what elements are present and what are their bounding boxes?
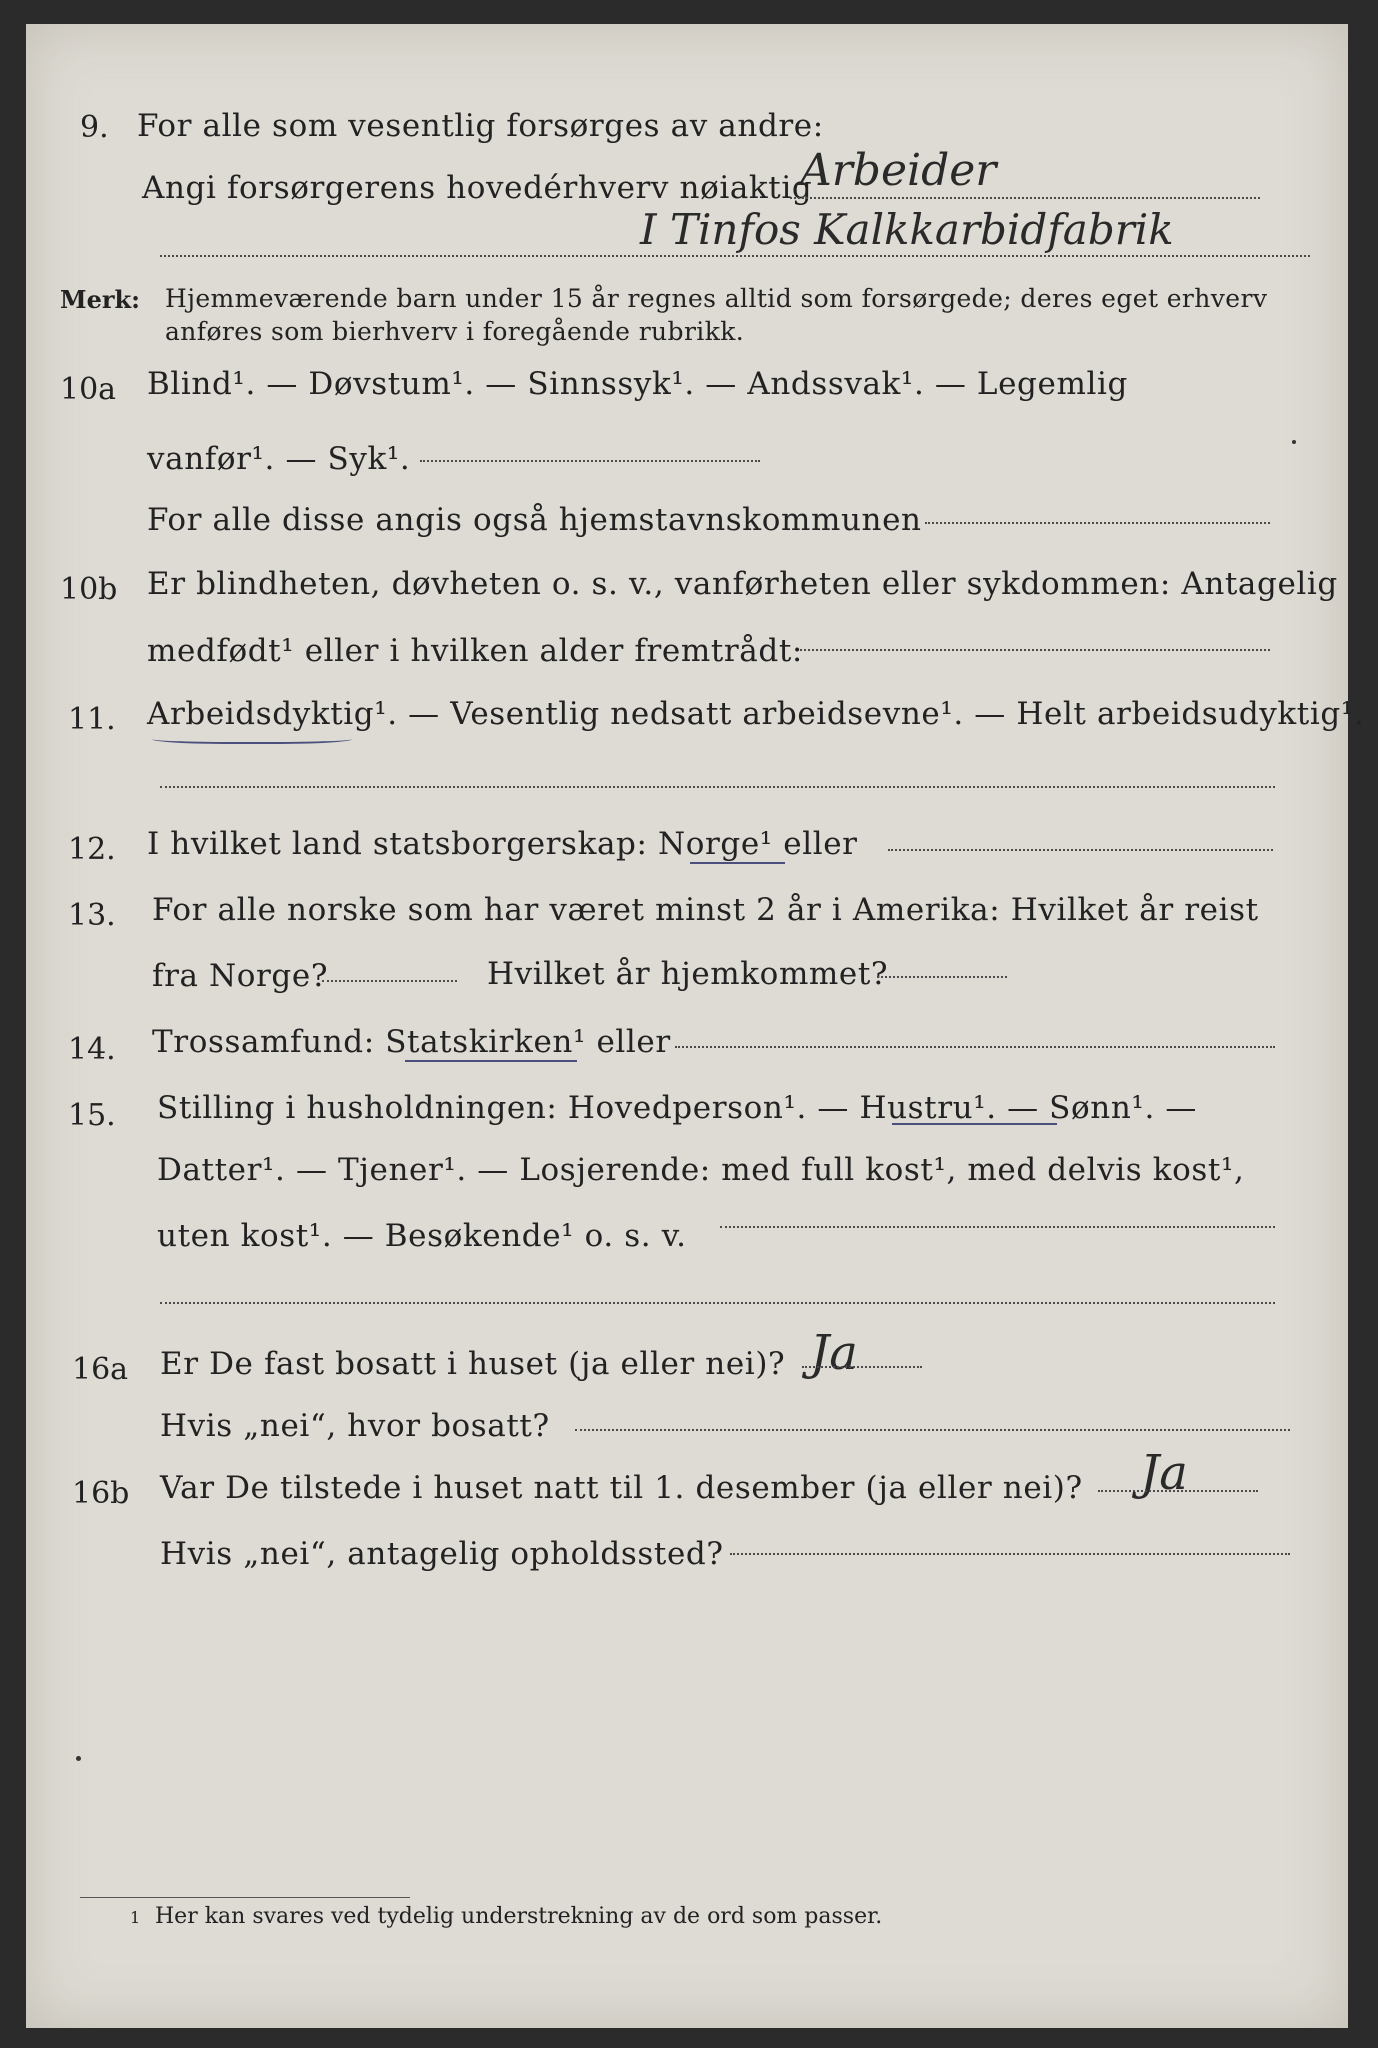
q10a-line-3: For alle disse angis også hjemstavnskommunen bbox=[147, 502, 922, 538]
q16a-line-1: Er De fast bosatt i huset (ja eller nei)? bbox=[160, 1346, 786, 1382]
merk-line-2: anføres som bierhverv i foregående rubrikk. bbox=[165, 317, 745, 346]
q12-text: I hvilket land statsborgerskap: Norge¹ eller bbox=[147, 826, 858, 862]
q12-answer-line bbox=[888, 849, 1273, 851]
q13-line-2b: Hvilket år hjemkommet? bbox=[487, 956, 889, 992]
q16b-line-1: Var De tilstede i huset natt til 1. desember (ja eller nei)? bbox=[160, 1470, 1083, 1506]
q11-answer-line bbox=[160, 786, 1275, 788]
q10b-line-1: Er blindheten, døvheten o. s. v., vanførheten eller sykdommen: Antagelig bbox=[147, 566, 1338, 602]
q14-answer-line bbox=[675, 1046, 1275, 1048]
q10b-line-2: medfødt¹ eller i hvilken alder fremtrådt: bbox=[147, 633, 803, 669]
q16b-number: 16b bbox=[72, 1476, 130, 1511]
q16b-line-2: Hvis „nei“, antagelig opholdssted? bbox=[160, 1536, 724, 1572]
q9-answer-handwritten: Arbeider bbox=[800, 145, 997, 196]
q11-number: 11. bbox=[68, 702, 116, 737]
q9-label: Angi forsørgerens hovedérhverv nøiaktig bbox=[142, 170, 813, 206]
q13-line-2a: fra Norge? bbox=[152, 958, 329, 994]
q9-answer-line bbox=[790, 197, 1260, 199]
q11-underline-arbeidsdyktig bbox=[152, 732, 352, 744]
q16a-answer-handwritten: Ja bbox=[810, 1325, 858, 1381]
q15-answer-line bbox=[720, 1226, 1275, 1228]
q10a-hjemstavn-line bbox=[925, 522, 1270, 524]
ink-speck bbox=[76, 1756, 81, 1761]
q15-answer-line-2 bbox=[160, 1302, 1275, 1304]
q12-underline-norge bbox=[690, 862, 785, 864]
q10b-number: 10b bbox=[60, 572, 118, 607]
merk-label: Merk: bbox=[60, 285, 140, 314]
q15-underline-hustru bbox=[892, 1123, 1057, 1125]
q14-text: Trossamfund: Statskirken¹ eller bbox=[152, 1024, 671, 1060]
q14-underline-statskirken bbox=[405, 1060, 577, 1062]
q10a-number: 10a bbox=[60, 372, 117, 407]
footnote-rule bbox=[80, 1897, 410, 1898]
q13-reist-line bbox=[322, 980, 457, 982]
q15-line-1: Stilling i husholdningen: Hovedperson¹. — Hustru¹. — Sønn¹. — bbox=[157, 1090, 1197, 1126]
q15-line-3: uten kost¹. — Besøkende¹ o. s. v. bbox=[157, 1218, 687, 1254]
q15-line-2: Datter¹. — Tjener¹. — Losjerende: med full kost¹, med delvis kost¹, bbox=[157, 1152, 1245, 1188]
q16a-bosatt-line bbox=[575, 1429, 1290, 1431]
q9-text: For alle som vesentlig forsørges av andre: bbox=[137, 108, 824, 144]
q10b-answer-line bbox=[800, 649, 1270, 651]
q16b-answer-line bbox=[1098, 1490, 1258, 1492]
q16b-answer-handwritten: Ja bbox=[1140, 1445, 1188, 1501]
q13-number: 13. bbox=[68, 898, 116, 933]
q9-number: 9. bbox=[80, 110, 109, 145]
ink-speck bbox=[1292, 440, 1296, 444]
footnote-mark: 1 bbox=[130, 1908, 141, 1927]
q12-number: 12. bbox=[68, 832, 116, 867]
q11-text: Arbeidsdyktig¹. — Vesentlig nedsatt arbeidsevne¹. — Helt arbeidsudyktig¹. bbox=[147, 696, 1365, 732]
q9-answer-handwritten-2: I Tinfos Kalkkarbidfabrik bbox=[640, 205, 1174, 254]
q10a-line-2: vanfør¹. — Syk¹. bbox=[147, 441, 411, 477]
q16a-number: 16a bbox=[72, 1352, 129, 1387]
merk-line-1: Hjemmeværende barn under 15 år regnes alltid som forsørgede; deres eget erhverv bbox=[165, 284, 1268, 313]
q15-number: 15. bbox=[68, 1098, 116, 1133]
q10a-line-1: Blind¹. — Døvstum¹. — Sinnssyk¹. — Andssvak¹. — Legemlig bbox=[147, 366, 1128, 402]
q13-line-1: For alle norske som har været minst 2 år i Amerika: Hvilket år reist bbox=[152, 892, 1259, 928]
q14-number: 14. bbox=[68, 1032, 116, 1067]
q16a-answer-line bbox=[802, 1366, 922, 1368]
q9-answer-line-2 bbox=[160, 255, 1310, 257]
q16b-opholdssted-line bbox=[730, 1553, 1290, 1555]
q13-hjemkommet-line bbox=[877, 976, 1007, 978]
footnote-text: Her kan svares ved tydelig understrekning av de ord som passer. bbox=[155, 1904, 883, 1929]
q10a-answer-line bbox=[420, 460, 760, 462]
q16a-line-2: Hvis „nei“, hvor bosatt? bbox=[160, 1408, 550, 1444]
